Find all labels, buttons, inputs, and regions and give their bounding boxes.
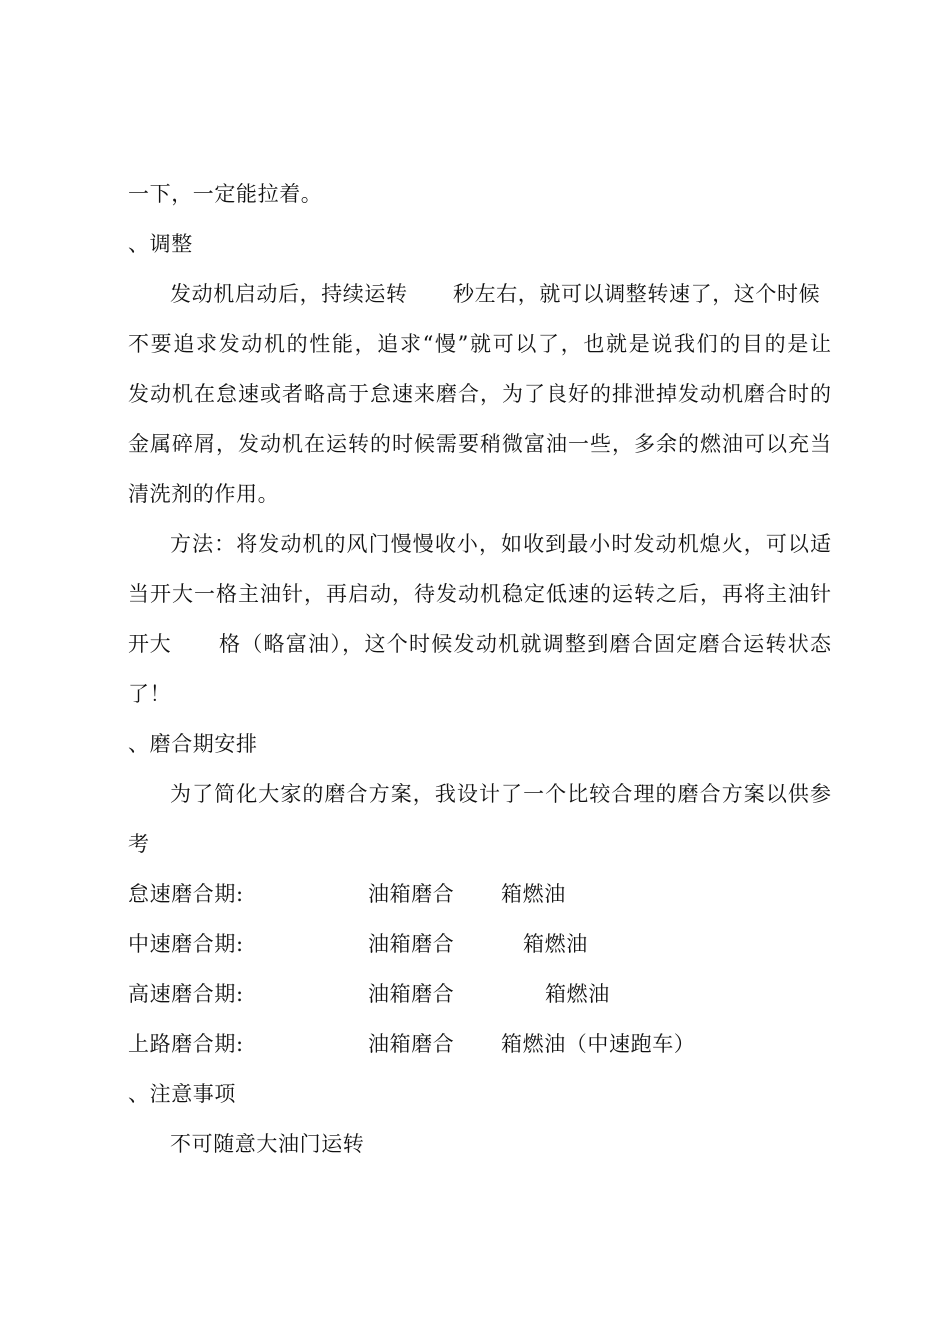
paragraph-line: 秒左右，就可以调整转速了，这个时候 — [453, 282, 821, 306]
schedule-intro-line: 为了简化大家的磨合方案，我设计了一个比较合理的磨合方案以供参 — [170, 782, 831, 806]
paragraph-line: 格（略富油），这个时候发动机就调整到磨合固定磨合运转状态 — [219, 632, 831, 656]
fuel-label: 箱燃油 — [501, 882, 566, 906]
paragraph-line: 金属碎屑，发动机在运转的时候需要稍微富油一些，多余的燃油可以充当 — [128, 432, 831, 456]
section-heading-adjust: 、调整 — [128, 232, 193, 256]
paragraph-line: 方法：将发动机的风门慢慢收小，如收到最小时发动机熄火，可以适 — [170, 532, 831, 556]
fuel-label: 箱燃油 — [545, 982, 610, 1006]
notes-item: 不可随意大油门运转 — [170, 1132, 365, 1156]
tank-label: 油箱磨合 — [368, 982, 455, 1006]
fuel-label: 箱燃油 — [523, 932, 588, 956]
section-heading-schedule: 、磨合期安排 — [128, 732, 258, 756]
paragraph-line: 当开大一格主油针，再启动，待发动机稳定低速的运转之后，再将主油针 — [128, 582, 831, 606]
paragraph-line: 清洗剂的作用。 — [128, 482, 280, 506]
section-heading-notes: 、注意事项 — [128, 1082, 236, 1106]
continuation-text: 一下，一定能拉着。 — [128, 182, 323, 206]
period-label: 怠速磨合期: — [128, 882, 244, 906]
period-label: 中速磨合期: — [128, 932, 244, 956]
tank-label: 油箱磨合 — [368, 1032, 455, 1056]
schedule-intro-line: 考 — [128, 832, 150, 856]
paragraph-line: 发动机在怠速或者略高于怠速来磨合，为了良好的排泄掉发动机磨合时的 — [128, 382, 831, 406]
period-label: 上路磨合期: — [128, 1032, 244, 1056]
paragraph-line: 不要追求发动机的性能，追求“慢”就可以了，也就是说我们的目的是让 — [128, 332, 831, 356]
period-label: 高速磨合期: — [128, 982, 244, 1006]
tank-label: 油箱磨合 — [368, 882, 455, 906]
paragraph-line: 开大 — [128, 632, 172, 656]
paragraph-line: 发动机启动后，持续运转 — [170, 282, 408, 306]
tank-label: 油箱磨合 — [368, 932, 455, 956]
fuel-label: 箱燃油（中速跑车） — [501, 1032, 696, 1056]
paragraph-line: 了！ — [128, 682, 172, 706]
